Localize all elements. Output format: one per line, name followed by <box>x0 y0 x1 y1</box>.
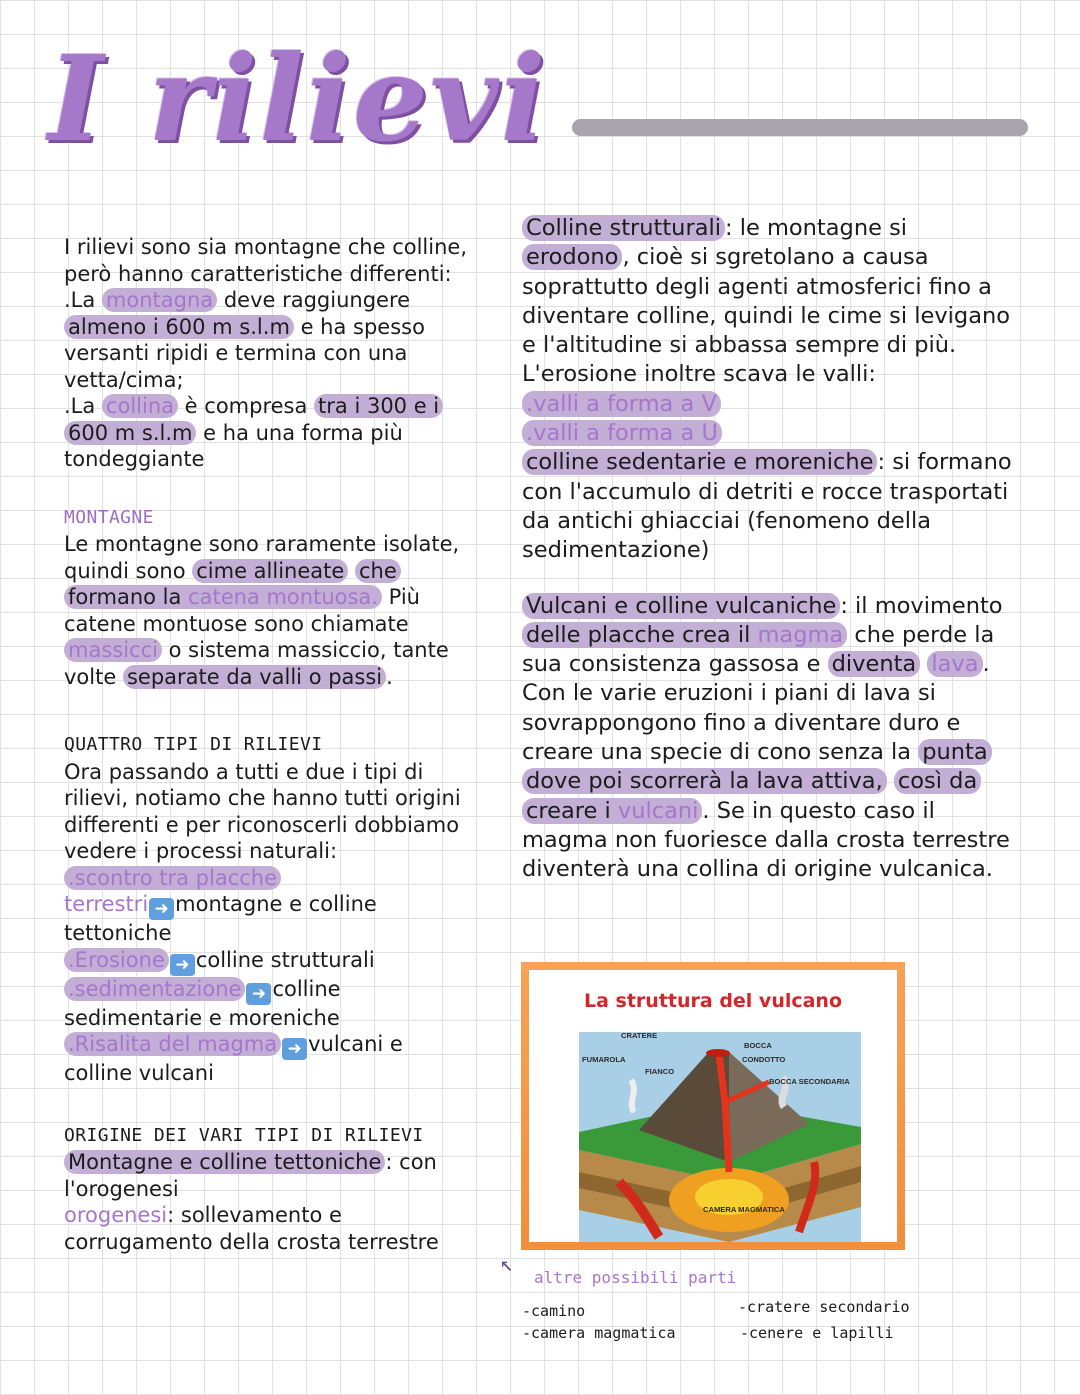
highlight-300: tra i 300 e i <box>314 394 443 418</box>
notes-title: altre possibili parti <box>534 1268 737 1287</box>
fumarole-smoke <box>631 1080 634 1112</box>
result-vulcani: vulcani e colline vulcani <box>64 1032 403 1085</box>
highlight-placche <box>522 622 847 648</box>
vulcani-section <box>522 592 1012 885</box>
origine-section <box>64 1121 474 1256</box>
result-sedimentarie: colline sedimentarie e moreniche <box>64 976 341 1030</box>
left-column <box>64 234 474 1255</box>
text: .La <box>64 394 102 418</box>
result-tettoniche: montagne e colline tettoniche <box>64 892 377 945</box>
highlight-cime: cime allineate <box>192 559 348 583</box>
highlight-sedentarie: colline sedentarie e moreniche <box>522 449 877 475</box>
highlight-600: 600 m s.l.m <box>64 421 196 445</box>
highlight-punta: punta dove poi scorrerà la lava attiva, <box>522 739 992 794</box>
volcano-figure <box>521 962 905 1250</box>
text: .La <box>64 288 102 312</box>
highlight-valli: separate da valli o passi <box>123 665 386 689</box>
text: . Con le varie eruzioni i piani di lava si sovrappongono fino a diventare duro e creare una specie di cono senza la <box>522 651 990 766</box>
spacer <box>64 690 474 730</box>
text: : con l'orogenesi <box>64 1150 437 1201</box>
term-orogenesi: orogenesi <box>64 1203 168 1227</box>
highlight-vulcaniche: Vulcani e colline vulcaniche <box>522 593 840 619</box>
text: così da creare i <box>526 768 978 824</box>
crater <box>706 1049 730 1057</box>
label-bocca: BOCCA <box>744 1041 772 1050</box>
spacer <box>64 473 474 503</box>
text: : le montagne si <box>725 215 908 241</box>
text: . Se in questo caso il magma non fuoriesce dalla crosta terrestre diventerà una collina di origine vulcanica. <box>522 797 1010 883</box>
process-scontro: .scontro tra placche <box>64 866 281 890</box>
arrow-right-icon: ➜ <box>246 983 271 1005</box>
label-fianco: FIANCO <box>645 1067 675 1076</box>
process-magma: .Risalita del magma <box>64 1032 281 1056</box>
label-bocca-secondaria: BOCCA SECONDARIA <box>769 1077 850 1086</box>
term-collina: collina <box>102 394 178 418</box>
term-vulcani: vulcani <box>617 797 699 824</box>
text: Ora passando a tutti e due i tipi di rilievi, notiamo che hanno tutti origini differenti e per riconoscerli dobbiamo vedere i processi naturali: <box>64 759 461 863</box>
term-montagna: montagna <box>102 288 217 312</box>
process-sedimentazione: .sedimentazione <box>64 977 245 1001</box>
note-camera: -camera magmatica <box>522 1324 676 1342</box>
volcano-diagram <box>579 1032 861 1242</box>
term-catena: catena montuosa. <box>188 585 378 609</box>
highlight-erodono: erodono <box>522 244 622 270</box>
text: . <box>386 664 393 689</box>
text: : si formano con l'accumulo di detriti e rocce trasportati da antichi ghiacciai (fenomeno della sedimentazione) <box>522 449 1012 564</box>
text: delle placche crea il <box>526 621 758 648</box>
right-column <box>522 214 1012 885</box>
spacer <box>64 1087 474 1121</box>
intro-text <box>64 234 474 473</box>
term-lava: lava <box>927 651 982 677</box>
highlight-diventa: diventa <box>828 651 921 677</box>
valli-u: .valli a forma a U <box>522 420 722 446</box>
text: Le montagne sono raramente isolate, quindi sono <box>64 532 460 583</box>
label-cratere: CRATERE <box>621 1032 658 1040</box>
highlight-600m: almeno i 600 m s.l.m <box>64 315 294 339</box>
text: , cioè si sgretolano a causa soprattutto degli agenti atmosferici fino a diventare colline, quindi le cime si levigano e l'altitudine si abbassa sempre di più. L'erosione inoltre scava le valli: <box>522 244 1011 388</box>
highlight-tettoniche: Montagne e colline tettoniche <box>64 1150 385 1174</box>
text: che perde la sua consistenza gassosa e <box>522 621 995 678</box>
text: o sistema massiccio, tante volte <box>64 638 449 689</box>
curved-arrow-icon: ↖ <box>500 1252 514 1277</box>
text: : sollevamento e corrugamento della crosta terrestre <box>64 1203 439 1254</box>
note-camino: -camino <box>522 1302 586 1320</box>
title-underline <box>572 119 1028 136</box>
heading-quattro: QUATTRO TIPI DI RILIEVI <box>64 734 323 755</box>
highlight-strutturali: Colline strutturali <box>522 215 725 241</box>
note-cratere-sec: -cratere secondario <box>738 1298 910 1316</box>
intro-sentence: I rilievi sono sia montagne che colline, però hanno caratteristiche differenti: <box>64 235 468 286</box>
term-magma: magma <box>757 621 844 648</box>
valli-v: .valli a forma a V <box>522 391 721 417</box>
quattro-section <box>64 730 474 1087</box>
montagne-section <box>64 503 474 691</box>
term-massicci: massicci <box>64 638 162 662</box>
text: e ha spesso versanti ripidi e termina con una vetta/cima; <box>64 314 425 392</box>
text: deve raggiungere <box>217 288 411 312</box>
text: è compresa <box>178 394 315 418</box>
page-title: I rilievi <box>48 29 548 168</box>
note-cenere: -cenere e lapilli <box>740 1324 894 1342</box>
text: e ha una forma più tondeggiante <box>64 420 403 471</box>
label-condotto: CONDOTTO <box>742 1055 786 1064</box>
text: : il movimento <box>840 592 1003 619</box>
heading-montagne: MONTAGNE <box>64 506 154 528</box>
text: che formano la <box>68 558 397 609</box>
label-camera-magmatica: CAMERA MAGMATICA <box>703 1205 785 1214</box>
spacer <box>522 566 1012 592</box>
process-erosione: .Erosione <box>64 948 169 972</box>
arrow-right-icon: ➜ <box>282 1038 307 1060</box>
arrow-right-icon: ➜ <box>149 898 174 920</box>
figure-panel <box>529 970 897 1242</box>
strutturali-section <box>522 214 1012 566</box>
label-fumarola: FUMAROLA <box>582 1055 626 1064</box>
process-terrestri: terrestri <box>64 892 149 916</box>
result-strutturali: colline strutturali <box>195 947 375 972</box>
arrow-right-icon: ➜ <box>170 954 195 976</box>
figure-title: La struttura del vulcano <box>583 990 843 1012</box>
text: Più catene montuose sono chiamate <box>64 585 420 636</box>
heading-origine: ORIGINE DEI VARI TIPI DI RILIEVI <box>64 1124 424 1146</box>
